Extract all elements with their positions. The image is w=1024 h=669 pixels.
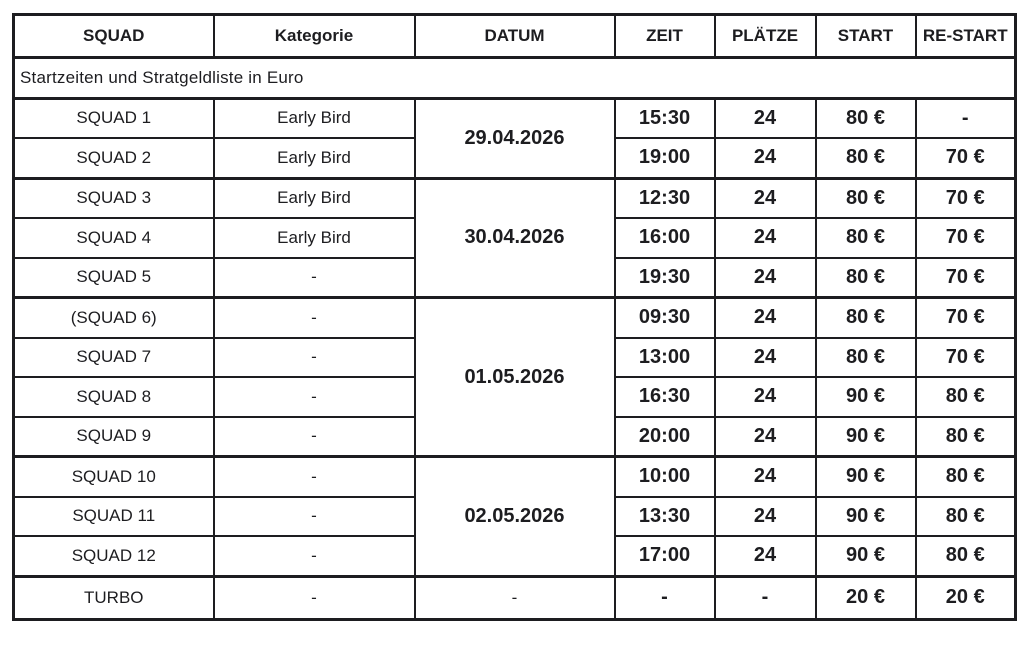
restart-fee-cell: 20 € [916, 576, 1016, 619]
plaetze-cell: 24 [715, 178, 816, 218]
kategorie-cell: - [214, 536, 415, 576]
zeit-cell: 10:00 [615, 457, 715, 497]
restart-fee-cell: 70 € [916, 218, 1016, 258]
start-fee-cell: 90 € [816, 417, 916, 457]
kategorie-cell: Early Bird [214, 138, 415, 178]
start-fee-cell: 90 € [816, 497, 916, 537]
restart-fee-cell: 80 € [916, 536, 1016, 576]
restart-fee-cell: 70 € [916, 138, 1016, 178]
column-header-restart: RE-START [916, 15, 1016, 58]
document-sheet [12, 13, 1017, 621]
restart-fee-cell: 70 € [916, 298, 1016, 338]
restart-fee-cell: 70 € [916, 258, 1016, 298]
squad-cell: SQUAD 10 [14, 457, 214, 497]
zeit-cell: 12:30 [615, 178, 715, 218]
kategorie-cell: - [214, 377, 415, 417]
restart-fee-cell: 80 € [916, 417, 1016, 457]
datum-cell: 29.04.2026 [415, 98, 615, 178]
page-title: Startzeiten und Stratgeldliste in Euro [14, 58, 1016, 99]
datum-cell: 30.04.2026 [415, 178, 615, 298]
start-fee-cell: 80 € [816, 258, 916, 298]
kategorie-cell: - [214, 497, 415, 537]
squad-cell: SQUAD 12 [14, 536, 214, 576]
start-fee-cell: 90 € [816, 457, 916, 497]
start-fee-cell: 80 € [816, 178, 916, 218]
zeit-cell: 09:30 [615, 298, 715, 338]
start-fee-cell: 80 € [816, 98, 916, 138]
plaetze-cell: 24 [715, 536, 816, 576]
zeit-cell: 19:30 [615, 258, 715, 298]
datum-cell: 02.05.2026 [415, 457, 615, 577]
kategorie-cell: Early Bird [214, 218, 415, 258]
plaetze-cell: - [715, 576, 816, 619]
start-fee-cell: 80 € [816, 138, 916, 178]
start-fee-cell: 90 € [816, 536, 916, 576]
zeit-cell: 20:00 [615, 417, 715, 457]
title-row [14, 58, 1016, 99]
zeit-cell: 13:00 [615, 338, 715, 378]
squad-cell: SQUAD 7 [14, 338, 214, 378]
restart-fee-cell: - [916, 98, 1016, 138]
plaetze-cell: 24 [715, 218, 816, 258]
restart-fee-cell: 80 € [916, 377, 1016, 417]
table-body [14, 98, 1016, 576]
restart-fee-cell: 80 € [916, 497, 1016, 537]
column-header-kategorie: Kategorie [214, 15, 415, 58]
plaetze-cell: 24 [715, 258, 816, 298]
zeit-cell: 17:00 [615, 536, 715, 576]
squad-cell: SQUAD 1 [14, 98, 214, 138]
column-header-plaetze: PLÄTZE [715, 15, 816, 58]
start-fee-cell: 80 € [816, 298, 916, 338]
start-fee-cell: 80 € [816, 338, 916, 378]
kategorie-cell: - [214, 576, 415, 619]
plaetze-cell: 24 [715, 338, 816, 378]
kategorie-cell: Early Bird [214, 178, 415, 218]
restart-fee-cell: 70 € [916, 338, 1016, 378]
plaetze-cell: 24 [715, 98, 816, 138]
squad-cell: SQUAD 5 [14, 258, 214, 298]
plaetze-cell: 24 [715, 497, 816, 537]
zeit-cell: 16:00 [615, 218, 715, 258]
table-row [14, 457, 1016, 497]
zeit-cell: 16:30 [615, 377, 715, 417]
turbo-row [14, 576, 1016, 619]
restart-fee-cell: 80 € [916, 457, 1016, 497]
squad-cell: SQUAD 11 [14, 497, 214, 537]
plaetze-cell: 24 [715, 417, 816, 457]
start-fee-cell: 20 € [816, 576, 916, 619]
squad-cell: SQUAD 8 [14, 377, 214, 417]
column-header-zeit: ZEIT [615, 15, 715, 58]
column-header-squad: SQUAD [14, 15, 214, 58]
datum-cell: 01.05.2026 [415, 298, 615, 457]
start-fee-cell: 80 € [816, 218, 916, 258]
kategorie-cell: - [214, 457, 415, 497]
datum-cell: - [415, 576, 615, 619]
start-fee-cell: 90 € [816, 377, 916, 417]
restart-fee-cell: 70 € [916, 178, 1016, 218]
squad-cell: (SQUAD 6) [14, 298, 214, 338]
squad-cell: TURBO [14, 576, 214, 619]
kategorie-cell: - [214, 298, 415, 338]
plaetze-cell: 24 [715, 298, 816, 338]
kategorie-cell: - [214, 417, 415, 457]
column-header-datum: DATUM [415, 15, 615, 58]
column-header-start: START [816, 15, 916, 58]
table-row [14, 298, 1016, 338]
table-row [14, 178, 1016, 218]
squad-cell: SQUAD 2 [14, 138, 214, 178]
plaetze-cell: 24 [715, 138, 816, 178]
kategorie-cell: Early Bird [214, 98, 415, 138]
plaetze-cell: 24 [715, 377, 816, 417]
kategorie-cell: - [214, 258, 415, 298]
squad-cell: SQUAD 4 [14, 218, 214, 258]
plaetze-cell: 24 [715, 457, 816, 497]
squad-cell: SQUAD 9 [14, 417, 214, 457]
table-header-row [14, 15, 1016, 58]
zeit-cell: 15:30 [615, 98, 715, 138]
kategorie-cell: - [214, 338, 415, 378]
zeit-cell: 13:30 [615, 497, 715, 537]
table-row [14, 98, 1016, 138]
zeit-cell: - [615, 576, 715, 619]
start-times-fees-table [12, 13, 1017, 621]
squad-cell: SQUAD 3 [14, 178, 214, 218]
zeit-cell: 19:00 [615, 138, 715, 178]
